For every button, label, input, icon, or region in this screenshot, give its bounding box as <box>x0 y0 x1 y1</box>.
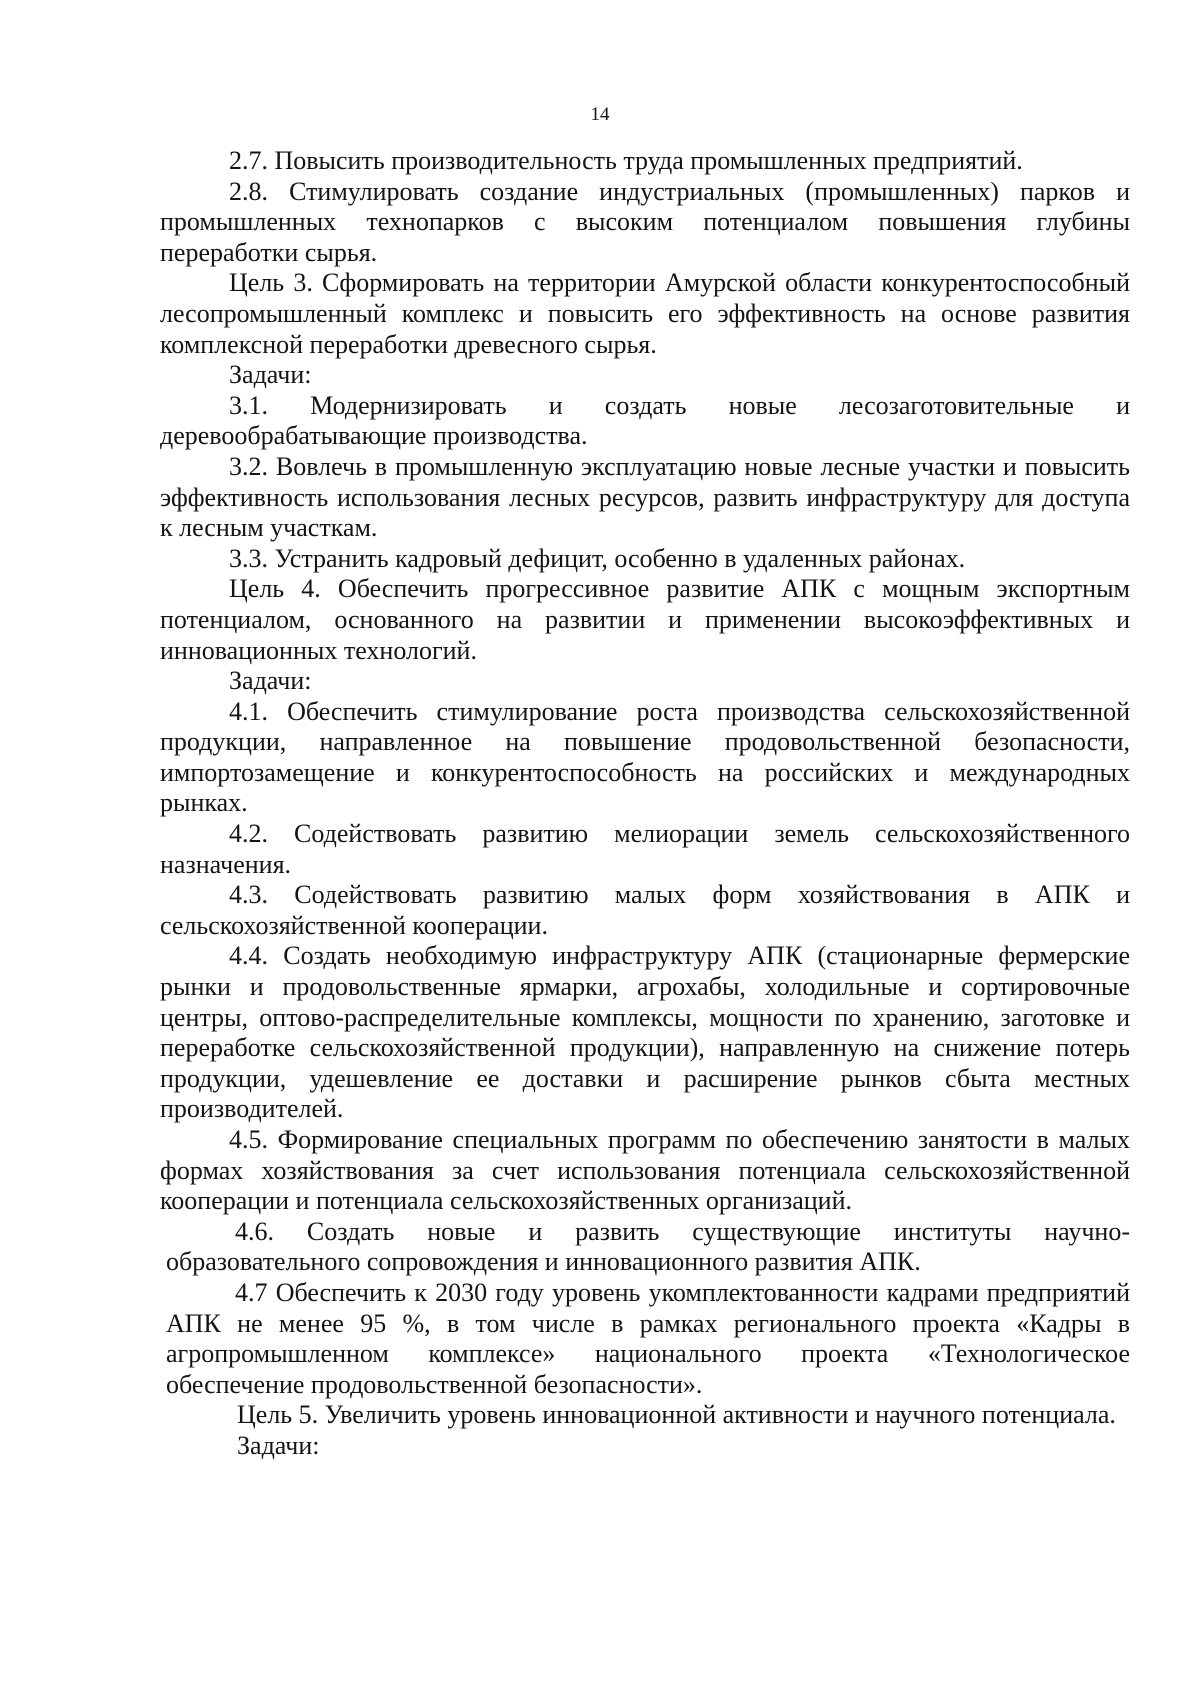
task-2-8: 2.8. Стимулировать создание индустриальных (промышленных) парков и промышленных технопарков с высоким потенциалом повышения глубины переработки сырья. <box>160 176 1130 267</box>
task-4-7: 4.7 Обеспечить к 2030 году уровень укомплектованности кадрами предприятий АПК не менее 95 %, в том числе в рамках регионального проекта «Кадры в агропромышленном комплексе» национального проекта «Технологическое обеспечение продовольственной безопасности». <box>166 1277 1130 1399</box>
task-3-2: 3.2. Вовлечь в промышленную эксплуатацию новые лесные участки и повысить эффективность использования лесных ресурсов, развить инфраструктуру для доступа к лесным участкам. <box>160 451 1130 543</box>
goal-4: Цель 4. Обеспечить прогрессивное развитие АПК с мощным экспортным потенциалом, основанного на развитии и применении высокоэффективных и инновационных технологий. <box>160 574 1130 665</box>
page-number: 14 <box>590 104 610 125</box>
tasks-heading-goal-5: Задачи: <box>237 1430 320 1460</box>
task-2-7: 2.7. Повысить производительность труда промышленных предприятий. <box>229 146 1023 175</box>
task-4-6: 4.6. Создать новые и развить существующие институты научно-образовательного сопровождения и инновационного развития АПК. <box>166 1216 1130 1277</box>
task-4-5: 4.5. Формирование специальных программ по обеспечению занятости в малых формах хозяйствования за счет использования потенциала сельскохозяйственной кооперации и потенциала сельскохозяйственных организаций. <box>160 1125 1130 1216</box>
goal-3: Цель 3. Сформировать на территории Амурской области конкурентоспособный лесопромышленный комплекс и повысить его эффективность на основе развития комплексной переработки древесного сырья. <box>160 268 1130 359</box>
goal-5: Цель 5. Увеличить уровень инновационной активности и научного потенциала. <box>237 1400 1116 1430</box>
tasks-heading-goal-4: Задачи: <box>229 666 312 696</box>
task-4-2: 4.2. Содействовать развитию мелиорации земель сельскохозяйственного назначения. <box>160 819 1130 879</box>
task-4-1: 4.1. Обеспечить стимулирование роста производства сельскохозяйственной продукции, направленное на повышение продовольственной безопасности, импортозамещение и конкурентоспособность на российских и международных рынках. <box>160 696 1130 818</box>
task-4-3: 4.3. Содействовать развитию малых форм хозяйствования в АПК и сельскохозяйственной кооперации. <box>160 880 1130 940</box>
task-3-1: 3.1. Модернизировать и создать новые лесозаготовительные и деревообрабатывающие производства. <box>160 390 1130 451</box>
tasks-heading-goal-3: Задачи: <box>229 360 312 390</box>
task-3-3: 3.3. Устранить кадровый дефицит, особенно в удаленных районах. <box>229 543 966 573</box>
document-body <box>160 146 1130 1462</box>
task-4-4: 4.4. Создать необходимую инфраструктуру АПК (стационарные фермерские рынки и продовольственные ярмарки, агрохабы, холодильные и сортировочные центры, оптово-распределительные комплексы, мощности по хранению, заготовке и переработке сельскохозяйственной продукции), направленную на снижение потерь продукции, удешевление ее доставки и расширение рынков сбыта местных производителей. <box>160 941 1130 1124</box>
